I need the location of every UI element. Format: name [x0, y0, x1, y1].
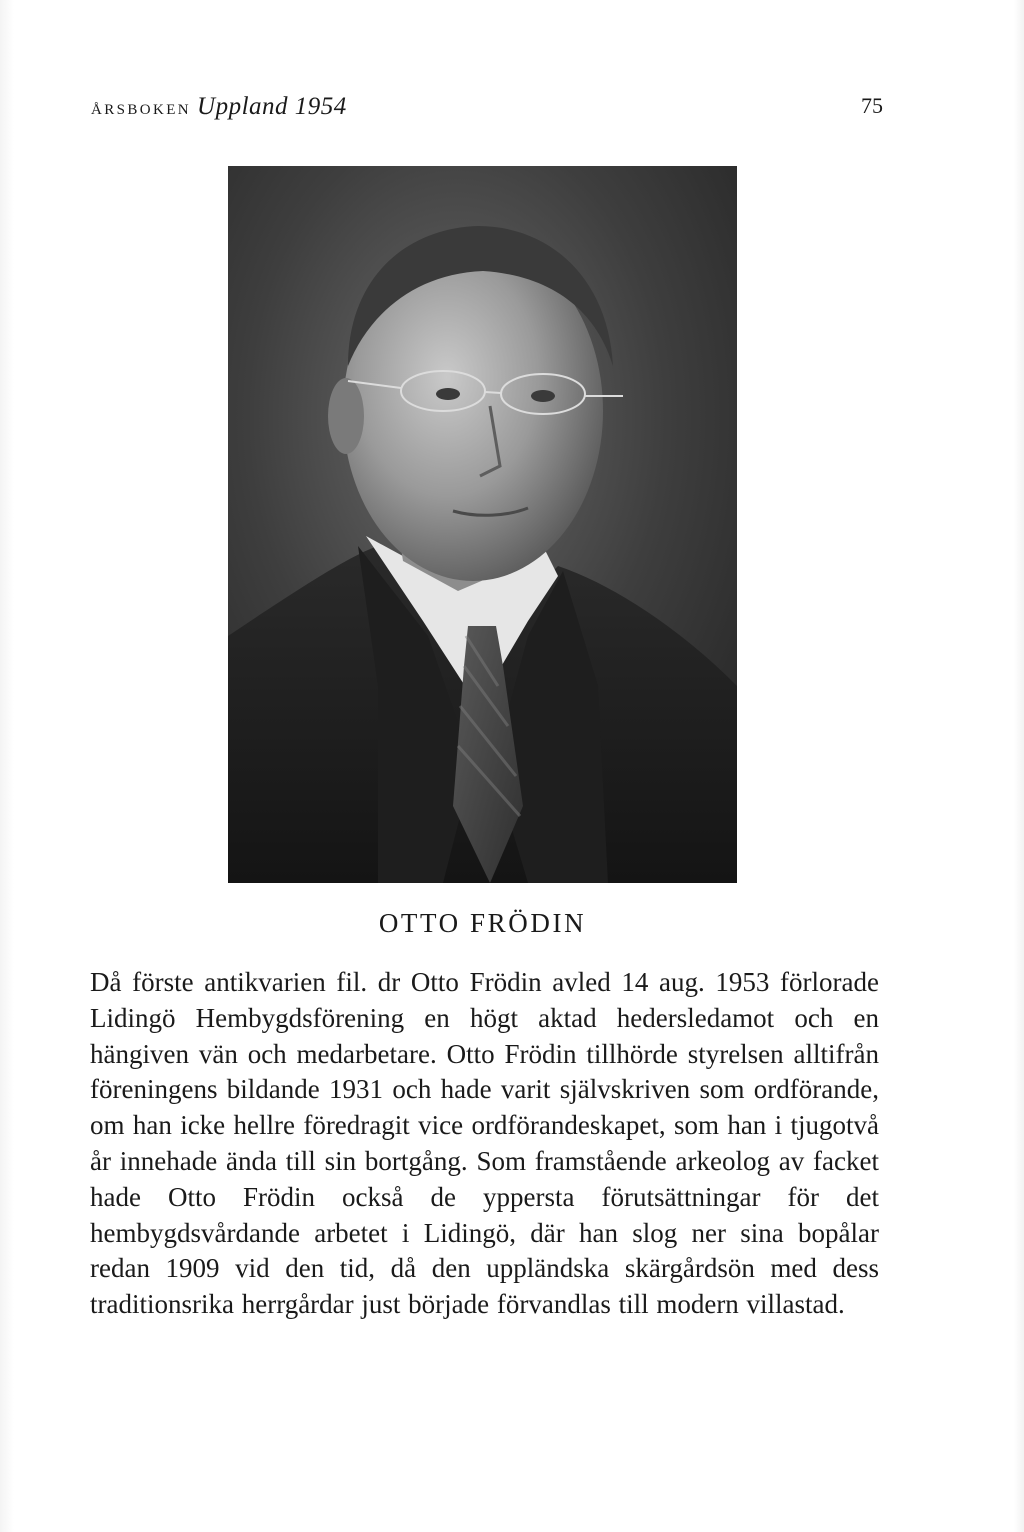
body-paragraph: Då förste antikvarien fil. dr Otto Frödin avled 14 aug. 1953 förlorade Lidingö Hembygdsförening en högt aktad hedersledamot och en hängiven vän och medarbetare. Otto Frödin tillhörde styrelsen alltifrån föreningens bildande 1931 och hade varit självskriven som ordförande, om han icke hellre föredragit vice ordförandeskapet, som han i tjugotvå år innehade ända till sin bortgång. Som framstående arkeolog av facket hade Otto Frödin också de yppersta förutsättningar för det hembygdsvårdande arbetet i Lidingö, där han slog ner sina bopålar redan 1909 vid den tid, då den uppländska skärgårdsön med dess traditionsrika herrgårdar just började förvandlas till modern villastad.	[90, 967, 879, 1320]
page-edge-shadow-right	[1014, 0, 1024, 1532]
page-edge-shadow-left	[0, 0, 14, 1532]
portrait-photograph	[228, 166, 737, 883]
photo-caption: OTTO FRÖDIN	[378, 908, 587, 938]
journal-title	[91, 93, 347, 121]
journal-title-smallcaps: ÅRSBOKEN	[91, 102, 192, 118]
running-head	[91, 93, 883, 123]
journal-title-italic: Uppland 1954	[197, 93, 347, 120]
page-number: 75	[861, 93, 883, 118]
